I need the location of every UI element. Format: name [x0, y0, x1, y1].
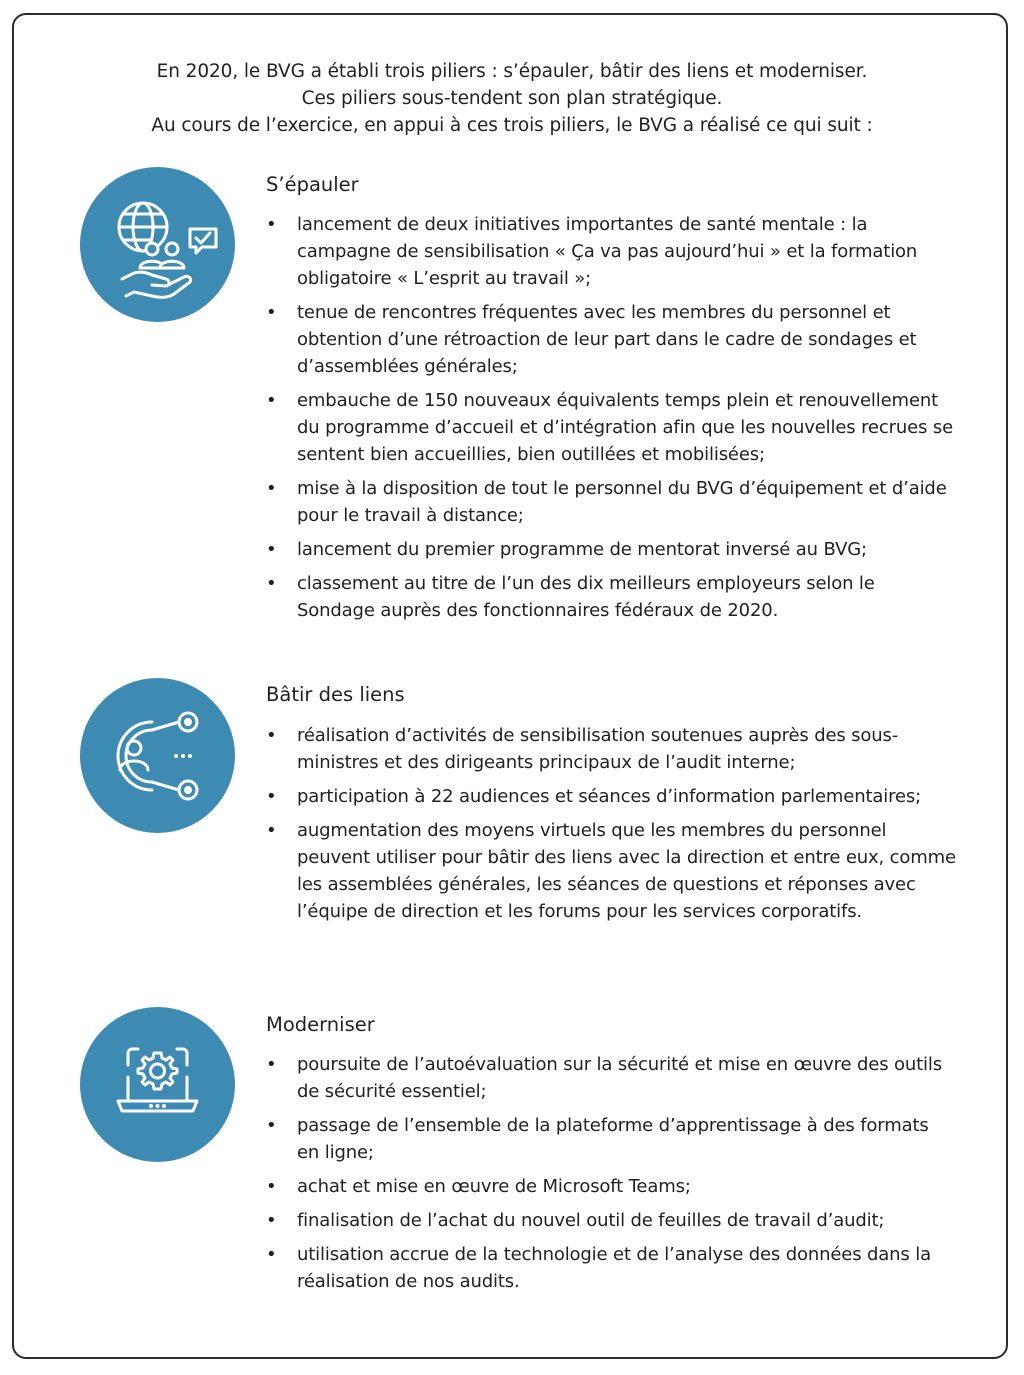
- list-item: [266, 1173, 956, 1200]
- list-item-text: lancement du premier programme de mentorat inversé au BVG;: [297, 539, 867, 560]
- list-item-text: utilisation accrue de la technologie et de l’analyse des données dans la réalisation de nos audits.: [297, 1244, 931, 1292]
- list-item-text: participation à 22 audiences et séances d’information parlementaires;: [297, 786, 922, 807]
- intro-line: Au cours de l’exercice, en appui à ces trois piliers, le BVG a réalisé ce qui suit :: [151, 115, 873, 136]
- section-list: [266, 1051, 956, 1302]
- list-item: [266, 387, 956, 468]
- bullet: •: [266, 1054, 277, 1075]
- list-item: [266, 211, 956, 292]
- list-item: [266, 475, 956, 529]
- list-item: [266, 1241, 956, 1295]
- list-item-text: passage de l’ensemble de la plateforme d’apprentissage à des formats en ligne;: [297, 1115, 929, 1163]
- bullet: •: [266, 725, 277, 746]
- list-item-text: embauche de 150 nouveaux équivalents temps plein et renouvellement du programme d’accueil et d’intégration afin que les nouvelles recrues se sentent bien accueillies, bien outillées et mobilisées;: [297, 390, 953, 465]
- bullet: •: [266, 573, 277, 594]
- person-network-icon: [80, 678, 235, 833]
- section-list: [266, 722, 956, 932]
- bullet: •: [266, 820, 277, 841]
- list-item: [266, 1051, 956, 1105]
- bullet: •: [266, 214, 277, 235]
- list-item: [266, 722, 956, 776]
- globe-people-hand-icon: [80, 167, 235, 322]
- list-item: [266, 1207, 956, 1234]
- list-item-text: tenue de rencontres fréquentes avec les membres du personnel et obtention d’une rétroaction de leur part dans le cadre de sondages et d’assemblées générales;: [297, 302, 917, 377]
- list-item-text: finalisation de l’achat du nouvel outil de feuilles de travail d’audit;: [297, 1210, 885, 1231]
- list-item: [266, 817, 956, 925]
- list-item-text: lancement de deux initiatives importantes de santé mentale : la campagne de sensibilisation « Ça va pas aujourd’hui » et la formation obligatoire « L’esprit au travail »;: [297, 214, 918, 289]
- bullet: •: [266, 786, 277, 807]
- list-item: [266, 783, 956, 810]
- bullet: •: [266, 1244, 277, 1265]
- bullet: •: [266, 539, 277, 560]
- list-item-text: poursuite de l’autoévaluation sur la sécurité et mise en œuvre des outils de sécurité essentiel;: [297, 1054, 942, 1102]
- list-item-text: achat et mise en œuvre de Microsoft Teams;: [297, 1176, 691, 1197]
- section-heading: Bâtir des liens: [266, 683, 405, 706]
- list-item: [266, 299, 956, 380]
- list-item-text: réalisation d’activités de sensibilisation soutenues auprès des sous-ministres et des dirigeants principaux de l’audit interne;: [297, 725, 899, 773]
- list-item: [266, 570, 956, 624]
- section-list: [266, 211, 956, 631]
- bullet: •: [266, 302, 277, 323]
- section-heading: Moderniser: [266, 1013, 375, 1036]
- intro-line: En 2020, le BVG a établi trois piliers : s’épauler, bâtir des liens et moderniser.: [156, 61, 868, 82]
- list-item-text: mise à la disposition de tout le personnel du BVG d’équipement et d’aide pour le travail à distance;: [297, 478, 947, 526]
- intro-line: Ces piliers sous-tendent son plan stratégique.: [301, 88, 723, 109]
- list-item-text: classement au titre de l’un des dix meilleurs employeurs selon le Sondage auprès des fonctionnaires fédéraux de 2020.: [297, 573, 875, 621]
- bullet: •: [266, 478, 277, 499]
- bullet: •: [266, 1115, 277, 1136]
- bullet: •: [266, 390, 277, 411]
- laptop-gear-icon: [80, 1007, 235, 1162]
- list-item-text: augmentation des moyens virtuels que les membres du personnel peuvent utiliser pour bâtir des liens avec la direction et entre eux, comme les assemblées générales, les séances de questions et réponses avec l’équipe de direction et les forums pour les services corporatifs.: [297, 820, 956, 922]
- bullet: •: [266, 1176, 277, 1197]
- section-heading: S’épauler: [266, 173, 359, 196]
- bullet: •: [266, 1210, 277, 1231]
- list-item: [266, 1112, 956, 1166]
- list-item: [266, 536, 956, 563]
- intro-text: [20, 58, 1004, 139]
